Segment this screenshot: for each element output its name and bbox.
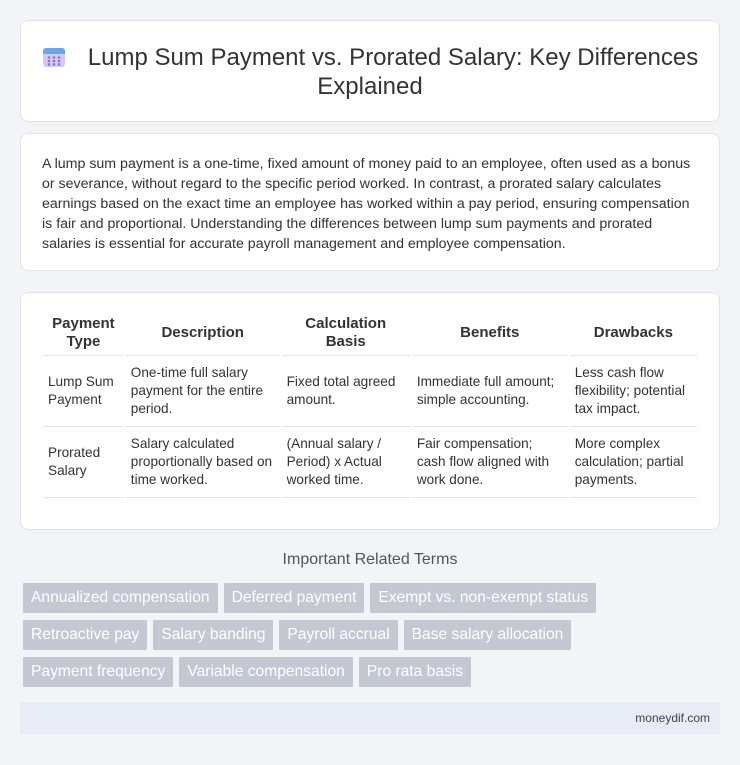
header-benefits: Benefits xyxy=(412,307,568,356)
tag-row xyxy=(23,657,703,687)
header-calculation-basis: Calculation Basis xyxy=(282,307,410,356)
related-terms-title: Important Related Terms xyxy=(282,551,458,568)
intro-paragraph: A lump sum payment is a one-time, fixed amount of money paid to an employee, often used as a bonus or severance, without regard to the specific period worked. In contrast, a prorated salary calculates earnings based on the exact time an employee has worked within a pay period, ensuring compensation is fair and proportional. Understanding the differences between lump sum payments and prorated salaries is essential for accurate payroll management and employee compensation. xyxy=(42,156,691,252)
table-cell: One-time full salary payment for the entire period. xyxy=(126,356,280,427)
table-cell: Prorated Salary xyxy=(43,427,124,498)
table-cell: Less cash flow flexibility; potential tax impact. xyxy=(570,356,697,427)
page-title: Lump Sum Payment vs. Prorated Salary: Key Differences Explained xyxy=(87,44,699,100)
table-cell: Lump Sum Payment xyxy=(43,356,124,427)
related-term-tag[interactable]: Pro rata basis xyxy=(359,657,471,687)
tag-row xyxy=(23,583,703,613)
header-drawbacks: Drawbacks xyxy=(570,307,697,356)
tag-row xyxy=(23,620,703,650)
related-term-tag[interactable]: Exempt vs. non-exempt status xyxy=(370,583,596,613)
related-terms-list xyxy=(23,583,703,694)
table-row xyxy=(43,427,697,498)
related-term-tag[interactable]: Deferred payment xyxy=(224,583,365,613)
table-cell: More complex calculation; partial payments. xyxy=(570,427,697,498)
intro-card xyxy=(20,133,720,271)
comparison-table xyxy=(41,307,699,498)
table-header-row xyxy=(43,307,697,356)
table-cell: Fixed total agreed amount. xyxy=(282,356,410,427)
related-term-tag[interactable]: Salary banding xyxy=(153,620,273,650)
related-term-tag[interactable]: Payment frequency xyxy=(23,657,173,687)
table-cell: (Annual salary / Period) x Actual worked time. xyxy=(282,427,410,498)
related-term-tag[interactable]: Retroactive pay xyxy=(23,620,147,650)
related-term-tag[interactable]: Payroll accrual xyxy=(279,620,397,650)
footer-bar xyxy=(20,702,720,734)
page-title-wrap xyxy=(21,43,719,101)
title-card xyxy=(20,20,720,122)
table-cell: Salary calculated proportionally based on time worked. xyxy=(126,427,280,498)
table-row xyxy=(43,356,697,427)
calendar-icon xyxy=(42,46,66,68)
related-term-tag[interactable]: Variable compensation xyxy=(179,657,352,687)
related-term-tag[interactable]: Base salary allocation xyxy=(404,620,572,650)
table-cell: Immediate full amount; simple accounting. xyxy=(412,356,568,427)
table-cell: Fair compensation; cash flow aligned with work done. xyxy=(412,427,568,498)
header-description: Description xyxy=(126,307,280,356)
comparison-table-card xyxy=(20,292,720,530)
footer-site-link[interactable]: moneydif.com xyxy=(635,711,710,725)
header-payment-type: Payment Type xyxy=(43,307,124,356)
related-term-tag[interactable]: Annualized compensation xyxy=(23,583,218,613)
